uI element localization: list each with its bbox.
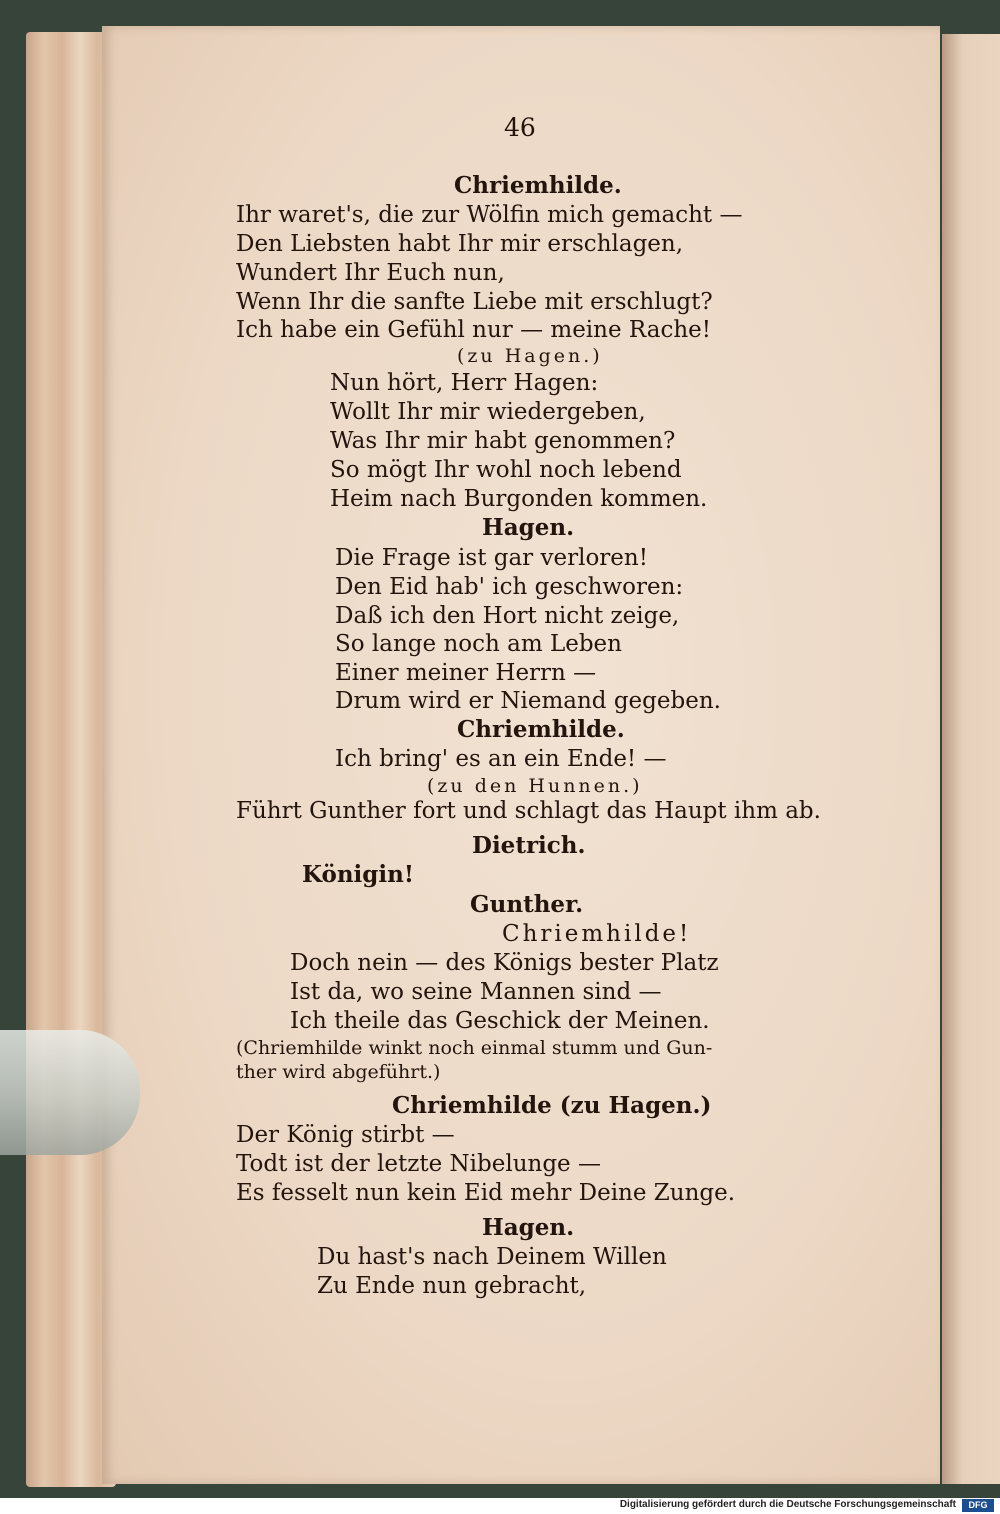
verse-line: Heim nach Burgonden kommen.: [330, 486, 708, 512]
speaker-heading: Gunther.: [470, 891, 584, 918]
adjacent-page: [942, 34, 1000, 1484]
verse-line: Wenn Ihr die sanfte Liebe mit erschlugt?: [236, 289, 713, 315]
page-number: 46: [504, 113, 536, 142]
page-holder-clip: [0, 1030, 140, 1155]
stage-direction: (zu den Hunnen.): [427, 775, 643, 797]
footer-bar: [0, 1498, 1000, 1514]
verse-line: Ich theile das Geschick der Meinen.: [290, 1008, 710, 1034]
speaker-heading: Chriemhilde.: [454, 172, 622, 199]
verse-line: Die Frage ist gar verloren!: [335, 545, 648, 571]
verse-line: Ist da, wo seine Mannen sind —: [290, 979, 662, 1005]
verse-line: So lange noch am Leben: [335, 631, 622, 657]
speaker-heading: Hagen.: [482, 514, 575, 541]
verse-line: Wundert Ihr Euch nun,: [236, 260, 505, 286]
verse-line: Einer meiner Herrn —: [335, 660, 597, 686]
verse-line: Ich bring' es an ein Ende! —: [335, 746, 667, 772]
verse-line: Ich habe ein Gefühl nur — meine Rache!: [236, 317, 712, 343]
funding-credit: Digitalisierung gefördert durch die Deutsche Forschungsgemeinschaft: [619, 1499, 956, 1510]
verse-line: Führt Gunther fort und schlagt das Haupt ihm ab.: [236, 798, 821, 824]
verse-line: Ihr waret's, die zur Wölfin mich gemacht —: [236, 202, 743, 228]
verse-line: Du hast's nach Deinem Willen: [317, 1244, 667, 1270]
verse-line: Doch nein — des Königs bester Platz: [290, 950, 719, 976]
speaker-heading: Chriemhilde (zu Hagen.): [392, 1092, 712, 1119]
stage-direction: (Chriemhilde winkt noch einmal stumm und Gun-: [236, 1037, 713, 1059]
verse-line: Daß ich den Hort nicht zeige,: [335, 603, 680, 629]
verse-line: Was Ihr mir habt genommen?: [330, 428, 676, 454]
verse-line: Den Liebsten habt Ihr mir erschlagen,: [236, 231, 684, 257]
speaker-heading: Dietrich.: [472, 832, 586, 859]
verse-line: Wollt Ihr mir wiedergeben,: [330, 399, 646, 425]
dfg-logo: DFG: [962, 1499, 994, 1512]
verse-line: Den Eid hab' ich geschworen:: [335, 574, 684, 600]
verse-line: Zu Ende nun gebracht,: [317, 1273, 587, 1299]
stage-direction: ther wird abgeführt.): [236, 1061, 441, 1083]
verse-line: Drum wird er Niemand gegeben.: [335, 688, 721, 714]
book-page: [102, 26, 940, 1484]
verse-line: Chriemhilde!: [502, 921, 692, 947]
verse-line: Der König stirbt —: [236, 1122, 455, 1148]
verse-line: Todt ist der letzte Nibelunge —: [236, 1151, 601, 1177]
speaker-heading: Chriemhilde.: [457, 716, 625, 743]
verse-line: Nun hört, Herr Hagen:: [330, 370, 599, 396]
verse-line: Königin!: [302, 861, 414, 888]
verse-line: So mögt Ihr wohl noch lebend: [330, 457, 682, 483]
speaker-heading: Hagen.: [482, 1214, 575, 1241]
verse-line: Es fesselt nun kein Eid mehr Deine Zunge.: [236, 1180, 736, 1206]
stage-direction: (zu Hagen.): [457, 345, 603, 367]
